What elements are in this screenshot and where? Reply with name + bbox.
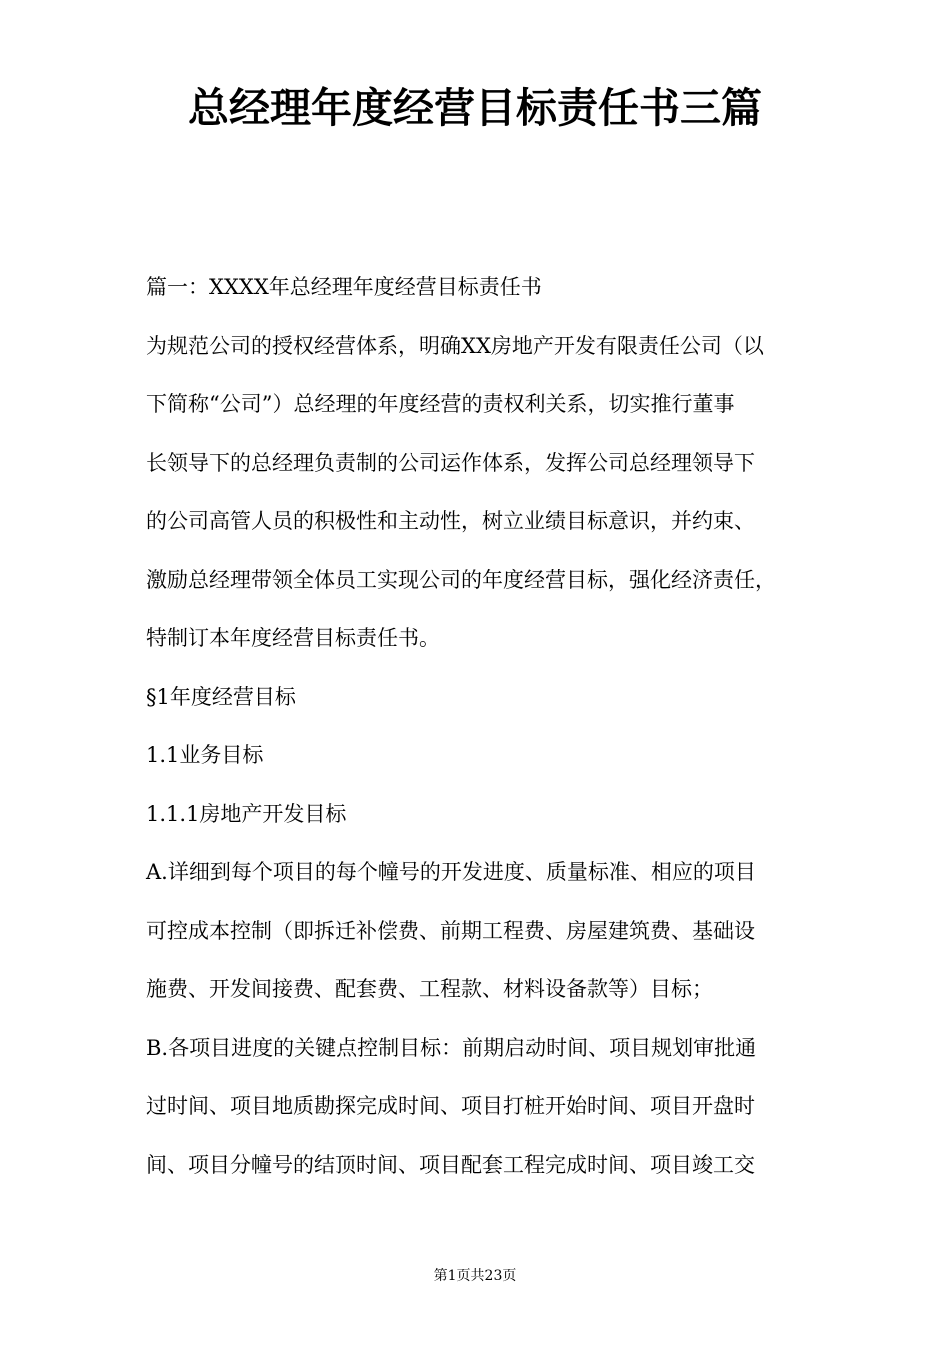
section-heading: 篇一：XXXX年总经理年度经营目标责任书 <box>146 275 542 299</box>
paragraph-line: 特制订本年度经营目标责任书。 <box>146 626 440 650</box>
subsection-heading: 1.1业务目标 <box>146 743 264 767</box>
paragraph-line: 激励总经理带领全体员工实现公司的年度经营目标，强化经济责任， <box>146 567 776 592</box>
paragraph-line: 可控成本控制（即拆迁补偿费、前期工程费、房屋建筑费、基础设 <box>146 918 755 943</box>
paragraph-line: 过时间、项目地质勘探完成时间、项目打桩开始时间、项目开盘时 <box>146 1094 755 1118</box>
section-heading: §1年度经营目标 <box>146 684 296 709</box>
paragraph-line: A.详细到每个项目的每个幢号的开发进度、质量标准、相应的项目 <box>146 860 756 884</box>
paragraph-line: 施费、开发间接费、配套费、工程款、材料设备款等）目标； <box>146 977 713 1001</box>
paragraph-line: 为规范公司的授权经营体系，明确XX房地产开发有限责任公司（以 <box>146 333 764 358</box>
paragraph-line: 下简称“公司”）总经理的年度经营的责权利关系，切实推行董事 <box>146 392 735 416</box>
page-number: 第1页共23页 <box>433 1268 517 1284</box>
paragraph-line: B.各项目进度的关键点控制目标：前期启动时间、项目规划审批通 <box>146 1035 757 1060</box>
subsection-heading: 1.1.1房地产开发目标 <box>146 801 347 826</box>
paragraph-line: 长领导下的总经理负责制的公司运作体系，发挥公司总经理领导下 <box>146 450 755 475</box>
document-body <box>146 258 816 1194</box>
paragraph-line: 间、项目分幢号的结顶时间、项目配套工程完成时间、项目竣工交 <box>146 1152 755 1177</box>
paragraph-line: 的公司高管人员的积极性和主动性，树立业绩目标意识，并约束、 <box>146 509 755 533</box>
document-title: 总经理年度经营目标责任书三篇 <box>188 84 762 132</box>
